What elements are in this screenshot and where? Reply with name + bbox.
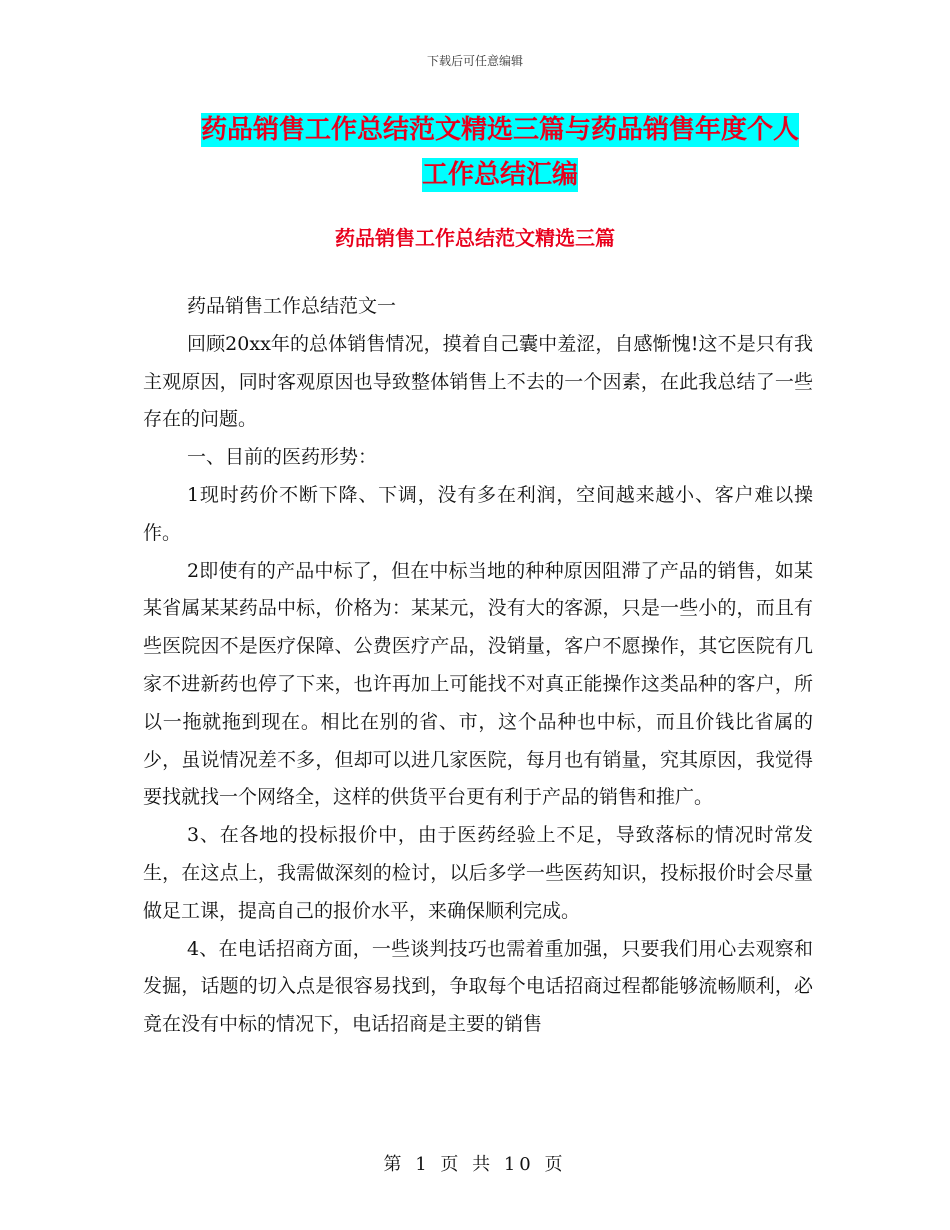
title-highlight-2: 工作总结汇编 — [421, 160, 578, 190]
paragraph: 4、在电话招商方面，一些谈判技巧也需着重加强，只要我们用心去观察和发掘，话题的切入点是很容易找到，争取每个电话招商过程都能够流畅顺利，必竟在没有中标的情况下，电话招商是主要的销售 — [143, 937, 813, 1036]
paragraph: 1现时药价不断下降、下调，没有多在利润，空间越来越小、客户难以操作。 — [143, 483, 813, 544]
title-highlight-1: 药品销售工作总结范文精选三篇与药品销售年度个人 — [200, 115, 799, 145]
paragraph: 2即使有的产品中标了，但在中标当地的种种原因阻滞了产品的销售，如某某省属某某药品中标，价格为：某某元，没有大的客源，只是一些小的，而且有些医院因不是医疗保障、公费医疗产品，没销量，客户不愿操作，其它医院有几家不进新药也停了下来，也许再加上可能找不对真正能操作这类品种的客户，所以一拖就拖到现在。相比在别的省、市，这个品种也中标，而且价钱比省属的少，虽说情况差不多，但却可以进几家医院，每月也有销量，究其原因，我觉得要找就找一个网络全，这样的供货平台更有利于产品的销售和推广。 — [143, 559, 813, 809]
paragraph: 药品销售工作总结范文一 — [187, 295, 397, 317]
section-subtitle: 药品销售工作总结范文精选三篇 — [335, 226, 615, 250]
header-note: 下载后可任意编辑 — [426, 54, 523, 68]
page-footer: 第 1 页 共 10 页 — [383, 1154, 567, 1175]
paragraph: 一、目前的医药形势： — [187, 446, 378, 469]
document-title-line-1 — [190, 105, 810, 155]
paragraph: 3、在各地的投标报价中，由于医药经验上不足，导致落标的情况时常发生，在这点上，我需做深刻的检讨，以后多学一些医药知识，投标报价时会尽量做足工课，提高自己的报价水平，来确保顺利完成。 — [143, 824, 813, 922]
document-body — [143, 288, 813, 1044]
paragraph: 回顾20xx年的总体销售情况，摸着自己囊中羞涩，自感惭愧!这不是只有我主观原因，同时客观原因也导致整体销售上不去的一个因素，在此我总结了一些存在的问题。 — [143, 332, 813, 431]
document-title-line-2 — [140, 150, 860, 200]
